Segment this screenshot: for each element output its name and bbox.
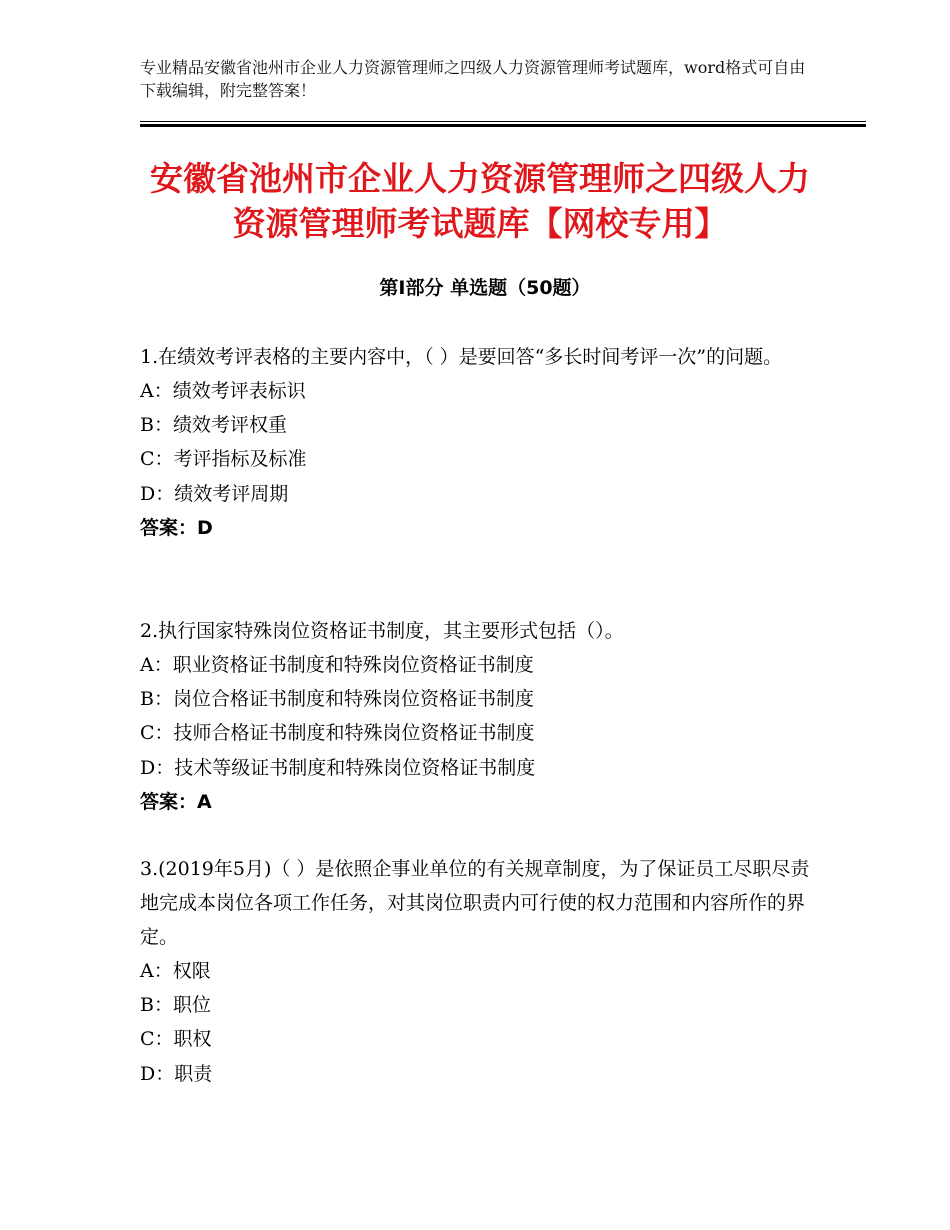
option-d: D：绩效考评周期 [140, 482, 289, 505]
option-d: D：技术等级证书制度和特殊岗位资格证书制度 [140, 756, 536, 779]
header-note: 专业精品安徽省池州市企业人力资源管理师之四级人力资源管理师考试题库，word格式可自由下载编辑，附完整答案！ [140, 58, 806, 100]
header-divider-thick [140, 124, 866, 127]
question-3 [140, 852, 820, 1091]
option-c: C：技师合格证书制度和特殊岗位资格证书制度 [140, 722, 535, 745]
answer: 答案：A [140, 790, 212, 813]
header-divider-thin [140, 121, 866, 122]
option-c: C：考评指标及标准 [140, 448, 307, 471]
option-a: A：职业资格证书制度和特殊岗位资格证书制度 [140, 654, 534, 676]
option-a: A：权限 [140, 960, 211, 982]
option-a: A：绩效考评表标识 [140, 380, 306, 402]
question-stem: 2.执行国家特殊岗位资格证书制度，其主要形式包括（）。 [140, 620, 624, 642]
option-c: C：职权 [140, 1028, 212, 1051]
question-1 [140, 340, 820, 545]
option-b: B：绩效考评权重 [140, 414, 287, 437]
option-d: D：职责 [140, 1062, 213, 1085]
answer: 答案：D [140, 516, 213, 539]
section-title: 第Ⅰ部分 单选题（50题） [379, 277, 591, 299]
option-b: B：职位 [140, 994, 211, 1017]
option-b: B：岗位合格证书制度和特殊岗位资格证书制度 [140, 688, 534, 711]
question-2 [140, 614, 820, 819]
document-title: 安徽省池州市企业人力资源管理师之四级人力资源管理师考试题库【网校专用】 [150, 159, 810, 243]
question-stem: 1.在绩效考评表格的主要内容中，（ ）是要回答“多长时间考评一次”的问题。 [140, 346, 783, 368]
question-stem: 3.(2019年5月)（ ）是依照企事业单位的有关规章制度，为了保证员工尽职尽责地完成本岗位各项工作任务，对其岗位职责内可行使的权力范围和内容所作的界定。 [140, 858, 810, 948]
